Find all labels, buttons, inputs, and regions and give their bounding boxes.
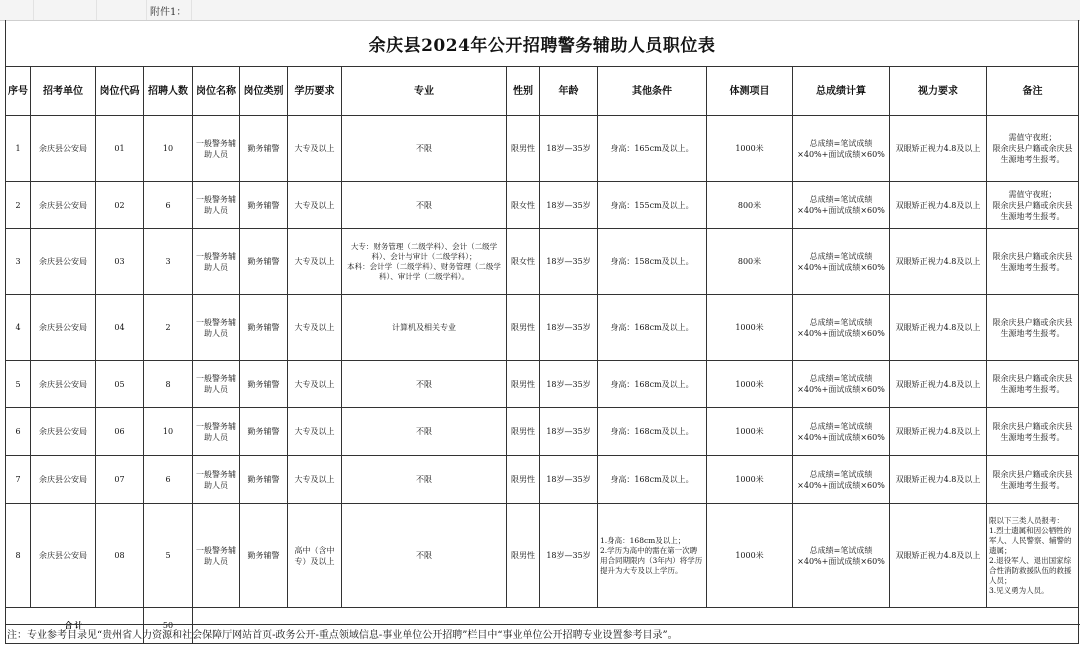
major-cell: 不限: [342, 116, 507, 182]
name-cell: 一般警务辅助人员: [193, 456, 240, 504]
gender-cell: 限男性: [507, 295, 540, 361]
score-cell: 总成绩=笔试成绩×40%+面试成绩×60%: [793, 361, 890, 408]
header-cell: 体测项目: [707, 67, 793, 116]
category-cell: 勤务辅警: [240, 504, 288, 608]
major-cell: 大专：财务管理（二级学科）、会计（二级学科）、会计与审计（二级学科）； 本科：会计学（二级学科）、财务管理（二级学科）、审计学（二级学科）。: [342, 229, 507, 295]
age-cell: 18岁—35岁: [540, 361, 598, 408]
name-cell: 一般警务辅助人员: [193, 504, 240, 608]
count-cell: 3: [144, 229, 193, 295]
count-cell: 10: [144, 408, 193, 456]
unit-cell: 余庆县公安局: [31, 295, 96, 361]
other-cell: 身高：168cm及以上。: [598, 361, 707, 408]
education-cell: 大专及以上: [288, 116, 342, 182]
age-cell: 18岁—35岁: [540, 182, 598, 229]
fitness-cell: 800米: [707, 229, 793, 295]
name-cell: 一般警务辅助人员: [193, 182, 240, 229]
header-cell: 招考单位: [31, 67, 96, 116]
score-cell: 总成绩=笔试成绩×40%+面试成绩×60%: [793, 295, 890, 361]
age-cell: 18岁—35岁: [540, 229, 598, 295]
note-cell: 限余庆县户籍或余庆县生源地考生报考。: [987, 295, 1079, 361]
header-cell: 学历要求: [288, 67, 342, 116]
note-cell: 限以下三类人员报考： 1.烈士遗属和因公牺牲的军人、人民警察、辅警的遗属； 2.退役军人、退出国家综合性消防救援队伍的救援人员； 3.见义勇为人员。: [987, 504, 1079, 608]
category-cell: 勤务辅警: [240, 361, 288, 408]
header-cell: 性别: [507, 67, 540, 116]
table-row: [6, 361, 1079, 408]
gender-cell: 限男性: [507, 504, 540, 608]
gender-cell: 限男性: [507, 361, 540, 408]
name-cell: 一般警务辅助人员: [193, 361, 240, 408]
header-cell: 岗位代码: [96, 67, 144, 116]
header-cell: 序号: [6, 67, 31, 116]
other-cell: 身高：155cm及以上。: [598, 182, 707, 229]
note-cell: 限余庆县户籍或余庆县生源地考生报考。: [987, 408, 1079, 456]
count-cell: 2: [144, 295, 193, 361]
fitness-cell: 1000米: [707, 456, 793, 504]
header-cell: 专业: [342, 67, 507, 116]
seq-cell: 8: [6, 504, 31, 608]
unit-cell: 余庆县公安局: [31, 361, 96, 408]
header-row: [6, 67, 1079, 116]
table-row: [6, 295, 1079, 361]
education-cell: 高中（含中专）及以上: [288, 504, 342, 608]
seq-cell: 3: [6, 229, 31, 295]
major-cell: 计算机及相关专业: [342, 295, 507, 361]
major-cell: 不限: [342, 361, 507, 408]
unit-cell: 余庆县公安局: [31, 182, 96, 229]
age-cell: 18岁—35岁: [540, 456, 598, 504]
age-cell: 18岁—35岁: [540, 408, 598, 456]
unit-cell: 余庆县公安局: [31, 229, 96, 295]
count-cell: 10: [144, 116, 193, 182]
name-cell: 一般警务辅助人员: [193, 408, 240, 456]
gender-cell: 限男性: [507, 116, 540, 182]
name-cell: 一般警务辅助人员: [193, 229, 240, 295]
code-cell: 03: [96, 229, 144, 295]
fitness-cell: 1000米: [707, 408, 793, 456]
education-cell: 大专及以上: [288, 182, 342, 229]
major-cell: 不限: [342, 408, 507, 456]
header-cell: 招聘人数: [144, 67, 193, 116]
other-cell: 身高：165cm及以上。: [598, 116, 707, 182]
header-cell: 岗位名称: [193, 67, 240, 116]
score-cell: 总成绩=笔试成绩×40%+面试成绩×60%: [793, 456, 890, 504]
note-cell: 限余庆县户籍或余庆县生源地考生报考。: [987, 456, 1079, 504]
category-cell: 勤务辅警: [240, 295, 288, 361]
score-cell: 总成绩=笔试成绩×40%+面试成绩×60%: [793, 408, 890, 456]
count-cell: 6: [144, 182, 193, 229]
table-row: [6, 504, 1079, 608]
education-cell: 大专及以上: [288, 456, 342, 504]
age-cell: 18岁—35岁: [540, 116, 598, 182]
page-title: 余庆县2024年公开招聘警务辅助人员职位表: [368, 35, 716, 56]
count-cell: 8: [144, 361, 193, 408]
score-cell: 总成绩=笔试成绩×40%+面试成绩×60%: [793, 182, 890, 229]
other-cell: 身高：168cm及以上。: [598, 295, 707, 361]
attachment-strip: [0, 0, 1080, 21]
seq-cell: 7: [6, 456, 31, 504]
header-cell: 总成绩计算: [793, 67, 890, 116]
note-cell: 需值守夜班； 限余庆县户籍或余庆县生源地考生报考。: [987, 182, 1079, 229]
category-cell: 勤务辅警: [240, 408, 288, 456]
code-cell: 05: [96, 361, 144, 408]
vision-cell: 双眼矫正视力4.8及以上: [890, 408, 987, 456]
vision-cell: 双眼矫正视力4.8及以上: [890, 504, 987, 608]
major-cell: 不限: [342, 504, 507, 608]
vision-cell: 双眼矫正视力4.8及以上: [890, 116, 987, 182]
fitness-cell: 1000米: [707, 361, 793, 408]
header-cell: 备注: [987, 67, 1079, 116]
seq-cell: 4: [6, 295, 31, 361]
vision-cell: 双眼矫正视力4.8及以上: [890, 456, 987, 504]
header-cell: 岗位类别: [240, 67, 288, 116]
category-cell: 勤务辅警: [240, 182, 288, 229]
major-cell: 不限: [342, 182, 507, 229]
vision-cell: 双眼矫正视力4.8及以上: [890, 361, 987, 408]
header-cell: 年龄: [540, 67, 598, 116]
name-cell: 一般警务辅助人员: [193, 116, 240, 182]
score-cell: 总成绩=笔试成绩×40%+面试成绩×60%: [793, 116, 890, 182]
note-cell: 限余庆县户籍或余庆县生源地考生报考。: [987, 361, 1079, 408]
table-row: [6, 456, 1079, 504]
total-label: 合计: [6, 608, 144, 644]
table-row: [6, 182, 1079, 229]
count-cell: 5: [144, 504, 193, 608]
fitness-cell: 800米: [707, 182, 793, 229]
table-row: [6, 408, 1079, 456]
attachment-label: 附件1：: [150, 7, 187, 18]
education-cell: 大专及以上: [288, 361, 342, 408]
code-cell: 07: [96, 456, 144, 504]
unit-cell: 余庆县公安局: [31, 116, 96, 182]
note-cell: 限余庆县户籍或余庆县生源地考生报考。: [987, 229, 1079, 295]
count-cell: 6: [144, 456, 193, 504]
code-cell: 08: [96, 504, 144, 608]
table-row: [6, 116, 1079, 182]
education-cell: 大专及以上: [288, 295, 342, 361]
table-row: [6, 229, 1079, 295]
gender-cell: 限女性: [507, 229, 540, 295]
vision-cell: 双眼矫正视力4.8及以上: [890, 182, 987, 229]
age-cell: 18岁—35岁: [540, 295, 598, 361]
seq-cell: 1: [6, 116, 31, 182]
header-cell: 其他条件: [598, 67, 707, 116]
name-cell: 一般警务辅助人员: [193, 295, 240, 361]
code-cell: 06: [96, 408, 144, 456]
code-cell: 04: [96, 295, 144, 361]
gender-cell: 限男性: [507, 456, 540, 504]
category-cell: 勤务辅警: [240, 456, 288, 504]
unit-cell: 余庆县公安局: [31, 408, 96, 456]
other-cell: 身高：168cm及以上。: [598, 408, 707, 456]
vision-cell: 双眼矫正视力4.8及以上: [890, 229, 987, 295]
note-cell: 需值守夜班； 限余庆县户籍或余庆县生源地考生报考。: [987, 116, 1079, 182]
fitness-cell: 1000米: [707, 295, 793, 361]
age-cell: 18岁—35岁: [540, 504, 598, 608]
major-cell: 不限: [342, 456, 507, 504]
gender-cell: 限女性: [507, 182, 540, 229]
score-cell: 总成绩=笔试成绩×40%+面试成绩×60%: [793, 504, 890, 608]
education-cell: 大专及以上: [288, 229, 342, 295]
other-cell: 1.身高：168cm及以上； 2.学历为高中的需在第一次聘用合同期限内（3年内）将学历提升为大专及以上学历。: [598, 504, 707, 608]
header-cell: 视力要求: [890, 67, 987, 116]
fitness-cell: 1000米: [707, 504, 793, 608]
education-cell: 大专及以上: [288, 408, 342, 456]
code-cell: 01: [96, 116, 144, 182]
score-cell: 总成绩=笔试成绩×40%+面试成绩×60%: [793, 229, 890, 295]
footnote: 注：专业参考目录见“贵州省人力资源和社会保障厅网站首页-政务公开-重点领域信息-事业单位公开招聘”栏目中“事业单位公开招聘专业设置参考目录”。: [5, 624, 1080, 649]
seq-cell: 2: [6, 182, 31, 229]
total-value: 50: [144, 608, 193, 644]
category-cell: 勤务辅警: [240, 116, 288, 182]
position-table: [5, 66, 1079, 644]
category-cell: 勤务辅警: [240, 229, 288, 295]
other-cell: 身高：168cm及以上。: [598, 456, 707, 504]
vision-cell: 双眼矫正视力4.8及以上: [890, 295, 987, 361]
seq-cell: 5: [6, 361, 31, 408]
gender-cell: 限男性: [507, 408, 540, 456]
unit-cell: 余庆县公安局: [31, 504, 96, 608]
fitness-cell: 1000米: [707, 116, 793, 182]
code-cell: 02: [96, 182, 144, 229]
title-row: [5, 20, 1079, 66]
seq-cell: 6: [6, 408, 31, 456]
unit-cell: 余庆县公安局: [31, 456, 96, 504]
other-cell: 身高：158cm及以上。: [598, 229, 707, 295]
